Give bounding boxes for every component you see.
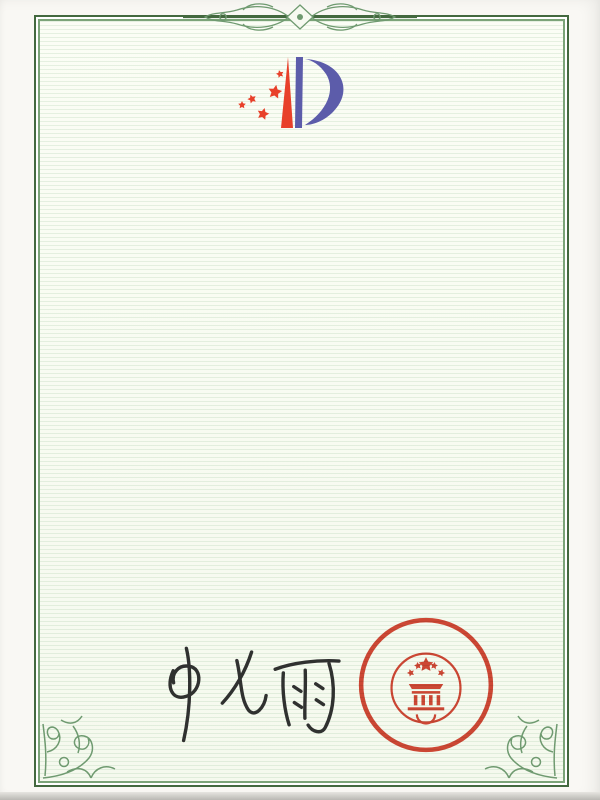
field-row-inventors	[55, 267, 152, 283]
national-emblem-icon	[392, 654, 461, 724]
director-signature-icon	[156, 637, 352, 750]
qr-code-icon	[477, 62, 535, 120]
official-seal-icon	[352, 611, 500, 759]
field-row-patentee	[55, 379, 152, 395]
field-row-name	[55, 229, 152, 245]
field-row-address	[55, 417, 152, 433]
cnipa-logo-icon	[232, 46, 362, 138]
photo-edge-shadow	[0, 792, 600, 800]
field-row-patent-number	[55, 304, 152, 320]
top-flourish-ornament	[183, 1, 417, 35]
grant-number-group	[370, 451, 378, 467]
corner-flourish-icon	[37, 690, 129, 782]
field-row-grant	[55, 451, 152, 467]
field-row-filing-date	[55, 342, 152, 358]
